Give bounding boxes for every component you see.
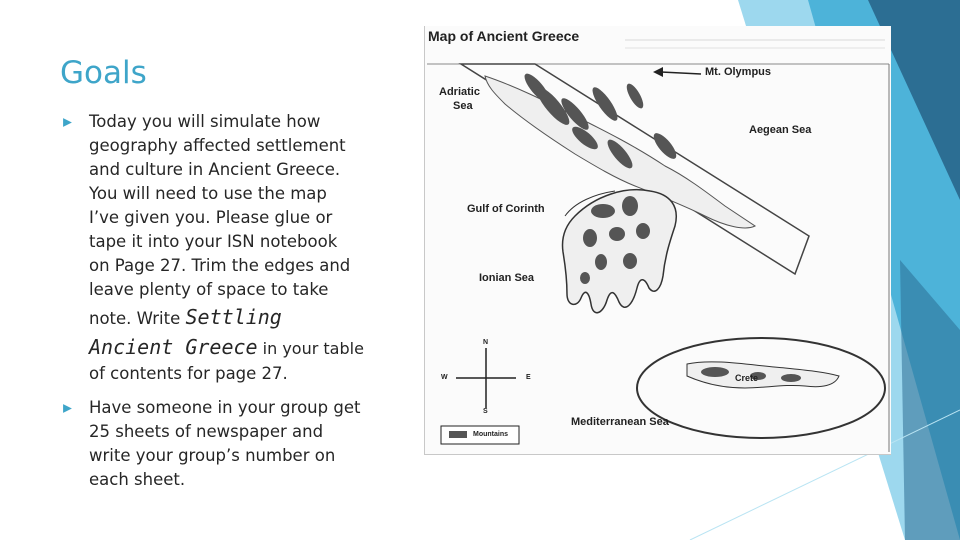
bullet-line: of contents for page 27. — [89, 364, 288, 383]
bullet-line: You will need to use the map — [89, 184, 327, 203]
bullet-arrow-icon — [62, 117, 73, 128]
bullet-line: geography affected settlement — [89, 136, 346, 155]
bullet-line: 25 sheets of newspaper and — [89, 422, 324, 441]
bullet-line: on Page 27. Trim the edges and — [89, 256, 351, 275]
after-emphasis: in your table — [257, 339, 364, 358]
bullet-list — [62, 110, 392, 502]
bullet-line: leave plenty of space to take — [89, 280, 329, 299]
map-title: Map of Ancient Greece — [428, 28, 580, 44]
map-drawing — [425, 26, 891, 454]
compass-s: S — [483, 408, 488, 415]
label-aegean-sea: Aegean Sea — [749, 124, 812, 136]
map-of-ancient-greece — [424, 26, 891, 455]
label-adriatic-sea: Sea — [453, 100, 473, 112]
bullet-line: Today you will simulate how — [89, 112, 321, 131]
bullet-line: write your group’s number on — [89, 446, 336, 465]
bullet-line: Have someone in your group get — [89, 398, 361, 417]
emphasis-ancient-greece: Ancient Greece — [89, 335, 258, 359]
label-mt-olympus: Mt. Olympus — [705, 66, 772, 78]
slide-title: Goals — [60, 55, 147, 91]
compass-e: E — [526, 374, 531, 381]
legend-mountains: Mountains — [473, 431, 508, 438]
bullet-line — [89, 332, 392, 362]
note-prefix: note. Write — [89, 309, 186, 328]
label-adriatic: Adriatic — [439, 86, 480, 98]
label-mediterranean-sea: Mediterranean Sea — [571, 416, 669, 428]
bullet-line: tape it into your ISN notebook — [89, 232, 338, 251]
label-crete: Crete — [735, 373, 759, 383]
bullet-line: and culture in Ancient Greece. — [89, 160, 341, 179]
bullet-item — [62, 110, 392, 386]
emphasis-settling: Settling — [185, 305, 282, 329]
bullet-arrow-icon — [62, 403, 73, 414]
bullet-item — [62, 396, 392, 492]
bullet-line: each sheet. — [89, 470, 186, 489]
compass-w: W — [441, 374, 448, 381]
compass-n: N — [483, 339, 489, 346]
label-gulf-of-corinth: Gulf of Corinth — [467, 203, 545, 215]
label-ionian-sea: Ionian Sea — [479, 272, 535, 284]
bullet-line — [89, 302, 392, 332]
bullet-line: I’ve given you. Please glue or — [89, 208, 333, 227]
